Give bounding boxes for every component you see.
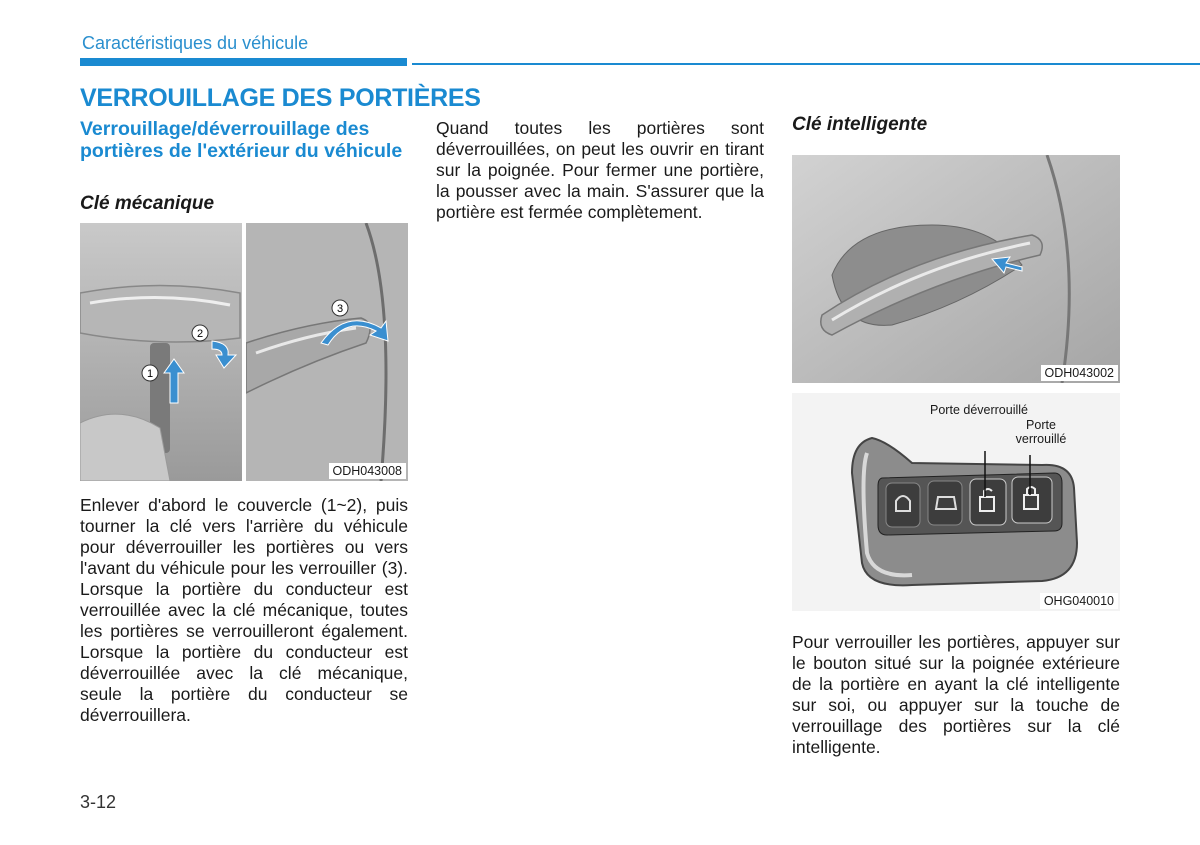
section-header: Caractéristiques du véhicule	[82, 33, 309, 53]
figure-code: ODH043008	[329, 463, 407, 479]
body-text-opening: Quand toutes les portières sont déverrouillées, on peut les ouvrir en tirant sur la poignée. Pour fermer une portière, la pousser avec la main. S'assurer que la portière est fermée complètement.	[436, 118, 764, 222]
heading-mechanical-key: Clé mécanique	[80, 193, 215, 214]
page-title: VERROUILLAGE DES PORTIÈRES	[80, 84, 481, 112]
step-label-1: 1	[146, 368, 154, 380]
header-rule-thick	[80, 58, 407, 66]
heading-smart-key: Clé intelligente	[792, 114, 928, 135]
figure-door-handle	[792, 155, 1120, 383]
callout-unlock: Porte déverrouillé	[930, 403, 1028, 417]
body-text-smart-key: Pour verrouiller les portières, appuyer sur le bouton situé sur la poignée extérieure de la portière en ayant la clé intelligente sur soi, ou appuyer sur la touche de verrouillage des portières sur la clé intelligente.	[792, 632, 1120, 757]
step-label-3: 3	[336, 303, 344, 315]
step-label-2: 2	[196, 328, 204, 340]
callout-lock: Porte verrouillé	[1015, 418, 1067, 446]
page-number: 3-12	[80, 792, 117, 812]
figure-code: ODH043002	[1041, 365, 1119, 381]
figure-smart-key-fob	[792, 393, 1120, 611]
figure-mechanical-key-turn	[246, 223, 408, 481]
header-rule-thin	[412, 63, 1200, 65]
subheading-exterior-locking: Verrouillage/déverrouillage des portières de l'extérieur du véhicule	[80, 118, 403, 162]
body-text-mechanical: Enlever d'abord le couvercle (1~2), puis tourner la clé vers l'arrière du véhicule pour déverrouiller les portières ou vers l'avant du véhicule pour les verrouiller (3). Lorsque la portière du conducteur est verrouillée avec la clé mécanique, toutes les portières se verrouilleront également. Lorsque la portière du conducteur est déverrouillée avec la clé mécanique, seule la portière du conducteur se déverrouillera.	[80, 495, 408, 725]
figure-code: OHG040010	[1040, 593, 1118, 609]
figure-mechanical-key-cover	[80, 223, 242, 481]
